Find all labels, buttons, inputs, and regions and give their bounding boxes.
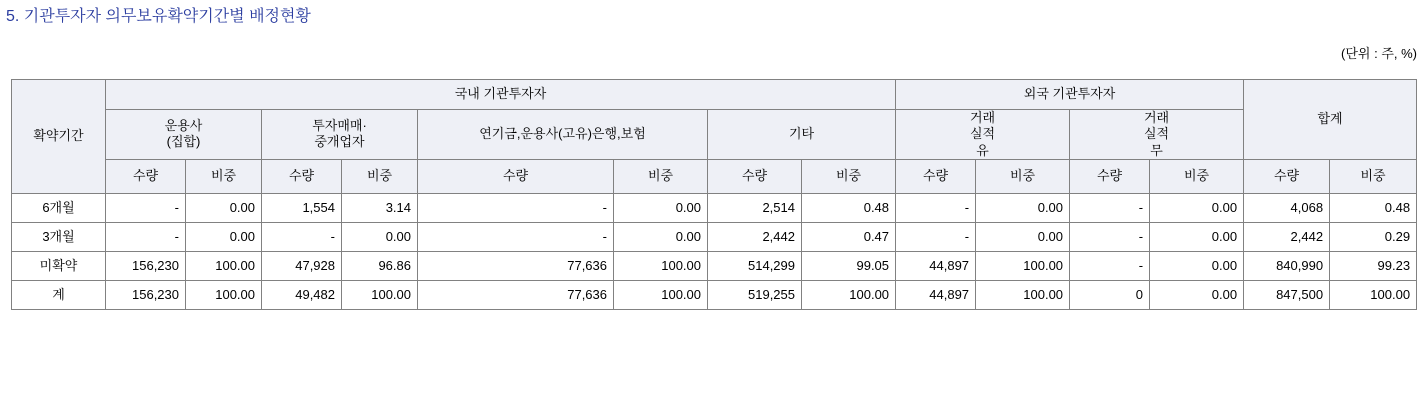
header-metric-qty-4: 수량 [708,159,802,193]
allocation-table-container [11,79,1416,310]
cell: 99.05 [802,251,896,280]
table-row [12,251,1417,280]
header-metric-ratio-6: 비중 [1150,159,1244,193]
row-label: 계 [12,280,106,309]
cell: 44,897 [896,251,976,280]
cell: 96.86 [342,251,418,280]
cell: 0.00 [614,222,708,251]
header-metric-ratio-2: 비중 [342,159,418,193]
header-metric-qty-2: 수량 [262,159,342,193]
table-row [12,222,1417,251]
header-group-domestic: 국내 기관투자자 [106,80,896,110]
header-sub-pension-bank-insurance: 연기금,운용사(고유)은행,보험 [418,110,708,160]
header-metric-ratio-3: 비중 [614,159,708,193]
cell: 0.48 [802,193,896,222]
header-sub-asset-manager-line1: 운용사 [164,118,203,134]
header-metric-ratio-5: 비중 [976,159,1070,193]
header-metric-qty-1: 수량 [106,159,186,193]
cell: 519,255 [708,280,802,309]
cell: 4,068 [1244,193,1330,222]
cell: - [1070,251,1150,280]
cell: 847,500 [1244,280,1330,309]
cell: 2,442 [1244,222,1330,251]
header-metric-qty-total: 수량 [1244,159,1330,193]
header-sub-other: 기타 [708,110,896,160]
header-sub-foreign-without-record-line3: 무 [1150,142,1163,158]
cell: 100.00 [614,280,708,309]
cell: - [418,193,614,222]
cell: 0.00 [976,222,1070,251]
cell: 0.48 [1330,193,1417,222]
cell: 44,897 [896,280,976,309]
cell: 0.00 [1150,193,1244,222]
allocation-table [11,79,1417,310]
cell: 0.00 [1150,280,1244,309]
cell: 840,990 [1244,251,1330,280]
cell: 0.00 [614,193,708,222]
cell: - [106,193,186,222]
row-label: 6개월 [12,193,106,222]
header-sub-foreign-without-record-line2: 실적 [1143,126,1170,142]
cell: - [262,222,342,251]
cell: 100.00 [614,251,708,280]
header-sub-dealer-broker [262,110,418,160]
cell: 49,482 [262,280,342,309]
row-label: 3개월 [12,222,106,251]
cell: - [1070,222,1150,251]
cell: 156,230 [106,251,186,280]
cell: 1,554 [262,193,342,222]
cell: 0.00 [186,222,262,251]
table-header-row-subgroups [12,110,1417,160]
header-metric-qty-6: 수량 [1070,159,1150,193]
header-sub-dealer-broker-line2: 중개업자 [314,134,365,150]
header-sub-foreign-with-record-line3: 유 [976,142,989,158]
header-group-foreign: 외국 기관투자자 [896,80,1244,110]
header-sub-foreign-with-record-line1: 거래 [969,110,996,125]
cell: - [1070,193,1150,222]
header-sub-asset-manager-line2: (집합) [166,134,201,150]
cell: - [896,222,976,251]
page-title: 5. 기관투자자 의무보유확약기간별 배정현황 [6,8,311,25]
cell: 0.00 [976,193,1070,222]
cell: 100.00 [802,280,896,309]
cell: 77,636 [418,280,614,309]
header-metric-ratio-total: 비중 [1330,159,1417,193]
table-row [12,280,1417,309]
cell: - [418,222,614,251]
cell: 0.00 [1150,251,1244,280]
header-sub-foreign-with-record-line2: 실적 [969,126,996,142]
cell: 77,636 [418,251,614,280]
cell: 2,442 [708,222,802,251]
header-metric-qty-3: 수량 [418,159,614,193]
cell: 100.00 [186,251,262,280]
unit-note: (단위 : 주, %) [1341,46,1417,61]
cell: 156,230 [106,280,186,309]
cell: 100.00 [976,251,1070,280]
header-sub-asset-manager [106,110,262,160]
cell: 99.23 [1330,251,1417,280]
cell: - [896,193,976,222]
cell: 0.47 [802,222,896,251]
cell: 100.00 [342,280,418,309]
header-sub-foreign-without-record [1070,110,1244,160]
table-row [12,193,1417,222]
cell: 100.00 [186,280,262,309]
cell: 0.29 [1330,222,1417,251]
header-group-total: 합계 [1244,80,1417,160]
header-metric-ratio-1: 비중 [186,159,262,193]
header-sub-foreign-without-record-line1: 거래 [1143,110,1170,125]
header-sub-foreign-with-record [896,110,1070,160]
header-sub-dealer-broker-line1: 투자매매· [312,118,367,134]
cell: 514,299 [708,251,802,280]
cell: 3.14 [342,193,418,222]
cell: 100.00 [1330,280,1417,309]
cell: - [106,222,186,251]
cell: 47,928 [262,251,342,280]
cell: 100.00 [976,280,1070,309]
cell: 0 [1070,280,1150,309]
cell: 0.00 [342,222,418,251]
table-header-row-groups [12,80,1417,110]
cell: 2,514 [708,193,802,222]
cell: 0.00 [186,193,262,222]
cell: 0.00 [1150,222,1244,251]
header-metric-qty-5: 수량 [896,159,976,193]
row-label: 미확약 [12,251,106,280]
header-confirm-period: 확약기간 [12,80,106,194]
header-metric-ratio-4: 비중 [802,159,896,193]
table-header-row-metrics [12,159,1417,193]
